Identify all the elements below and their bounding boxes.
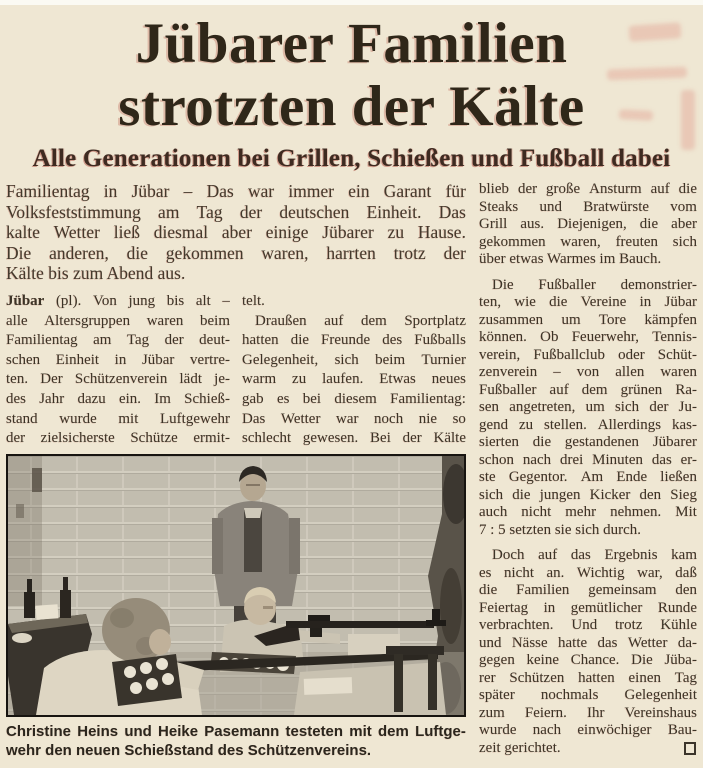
end-of-article-icon [684,742,696,755]
left-zone [6,181,466,760]
article-column-3: blieb der große Ansturm auf die Steaks und Bratwürste vom Grill aus. Diejenigen, die aber gekommen waren, freuten sich über etwas Warmes im Bauch. Die Fußballer demonstrier- ten, wie die Vereine in Jübar zusammen um Tore kämpfen können. Ob Feuerwehr, Tennis- verein, Fußballclub oder Schüt- zenverein – von allen waren Fußballer auf dem grünen Ra- sen angetreten, um sich der Ju- gend zu stellen. Allerdings kas- sierten die gestandenen Jübarer schon nach drei Minuten das er- ste Gegentor. Am Ende ließen sich die jungen Kicker den Sieg auch nicht mehr nehmen. Mit 7 : 5 setzten sie sich durch. Doch auf das Ergebnis kam es nicht an. Wichtig war, daß die Familien gemeinsam den Feiertag in gemütlicher Runde verbrachten. Und trotz Kühle und Nässe hatte das Wetter da- gegen keine Chance. Die Jüba- rer Schützen hatten einen Tag später nochmals Gelegenheit zum Feiern. Ihr Vereinshaus wurde nach einwöchiger Bau- zeit gerichtet. [479,181,697,756]
column-1-lines: alle Altersgruppen waren beim Familientag am Tag der deut- schen Einheit in Jübar vertre- ten. Der Schützenverein lädt je- des Jahr dazu ein. Im Schieß- stand wurde mit Luftgewehr der zielsicherste Schütze ermit- [6,312,230,447]
subheadline: Alle Generationen bei Grillen, Schießen und Fußball dabei [32,145,671,172]
photo-illustration [8,456,464,715]
two-column-text [6,292,466,449]
column-1-intro-line: Jübar (pl). Von jung bis alt – [6,292,230,309]
photo-shooting-range [6,454,466,717]
headline [6,12,697,138]
lead-paragraph: Familientag in Jübar – Das war immer ein Garant für Volksfeststimmung am Tag der deutschen Einheit. Das kalte Wetter ließ diesmal aber einige Jübarer zu Hause. Die anderen, die gekommen waren, harrten trotz der Kälte bis zum Abend aus. [6,181,466,284]
headline-line-1: Jübarer Familien [135,12,568,75]
article-column-1 [6,292,230,449]
article-body [6,181,697,760]
photo-caption: Christine Heins und Heike Pasemann testeten mit dem Luftge- wehr den neuen Schießstand des Schützenvereins. [6,722,466,759]
article-column-2: telt. Draußen auf dem Sportplatz hatten die Freunde des Fußballs Gelegenheit, sich beim Turnier warm zu laufen. Etwas neues gab es bei diesem Familientag: Das Wetter war noch nie so schlecht gewesen. Bei der Kälte [242,292,466,447]
headline-line-2: strotzten der Kälte [118,75,585,138]
